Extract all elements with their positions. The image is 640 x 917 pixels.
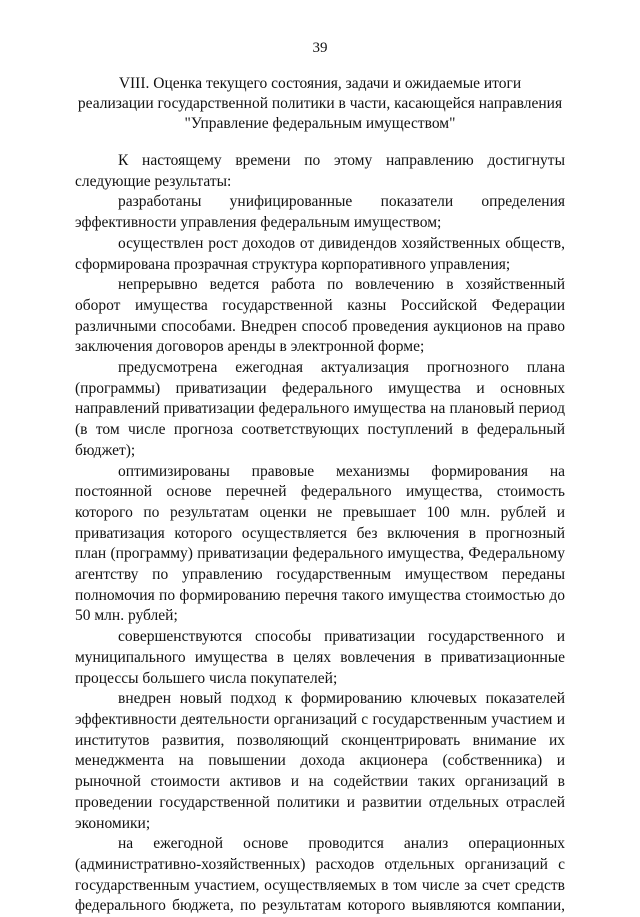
paragraph-legal-mechanisms: оптимизированы правовые механизмы формирования на постоянной основе перечней федерального имущества, стоимость которого по результатам оценки не превышает 100 млн. рублей и приватизация которого осуществляется без включения в прогнозный план (программу) приватизации федерального имущества, Федеральному агентству по управлению государственным имуществом переданы полномочия по формированию перечня такого имущества стоимостью до 50 млн. рублей; [75, 462, 565, 625]
paragraph-operational-expenses: на ежегодной основе проводится анализ операционных (административно-хозяйственных) расходов отдельных организаций с государственным участием, осуществляемых в том числе за счет средств федерального бюджета, по результатам которого выявляются компании, [75, 835, 565, 915]
paragraph-kpi-approach: внедрен новый подход к формированию ключевых показателей эффективности деятельности организаций с государственным участием и институтов развития, позволяющий сконцентрировать внимание их менеджмента на повышении дохода акционера (собственника) и рыночной стоимости активов и на содействии таких организаций в проведении государственной политики и развитии отдельных отраслей экономики; [75, 690, 565, 832]
paragraph-privatization-methods: совершенствуются способы приватизации государственного и муниципального имущества в целях вовлечения в приватизационные процессы большего числа покупателей; [75, 628, 565, 687]
section-heading [60, 74, 580, 134]
body-text [75, 151, 565, 917]
paragraph-privatization-plan: предусмотрена ежегодная актуализация прогнозного плана (программы) приватизации федерального имущества и основных направлений приватизации федерального имущества на плановый период (в том числе прогноза соответствующих поступлений в федеральный бюджет); [75, 359, 565, 459]
paragraph-state-treasury-property: непрерывно ведется работа по вовлечению в хозяйственный оборот имущества государственной казны Российской Федерации различными способами. Внедрен способ проведения аукционов на право заключения договоров аренды в электронной форме; [75, 276, 565, 356]
page-number: 39 [312, 40, 328, 56]
heading-line: VIII. Оценка текущего состояния, задачи и ожидаемые итоги [118, 75, 522, 92]
paragraph-efficiency-indicators: разработаны унифицированные показатели определения эффективности управления федеральным имуществом; [75, 193, 565, 232]
heading-line: реализации государственной политики в части, касающейся направления [77, 95, 563, 112]
heading-line: "Управление федеральным имуществом" [184, 115, 456, 132]
paragraph-dividend-income: осуществлен рост доходов от дивидендов хозяйственных обществ, сформирована прозрачная структура корпоративного управления; [75, 234, 565, 273]
paragraph-results-intro: К настоящему времени по этому направлению достигнуты следующие результаты: [75, 152, 565, 190]
